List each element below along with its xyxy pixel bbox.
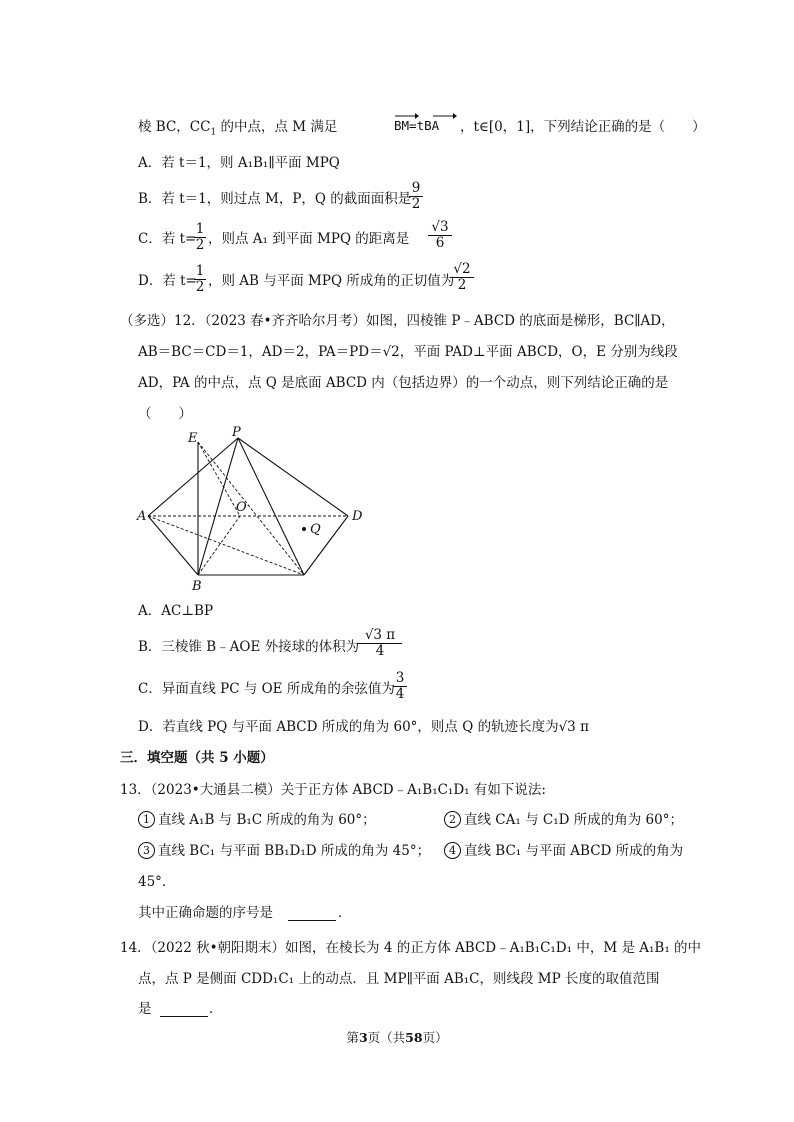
q13-statement-4-tail: 45°．	[138, 874, 176, 890]
q12-line1: （多选）12．（2023 春•齐齐哈尔月考）如图，四棱锥 P﹣ABCD 的底面是梯形，BC∥AD，	[120, 313, 675, 329]
q13-answer-blank[interactable]	[288, 904, 336, 921]
label-o: O	[236, 500, 247, 515]
fraction-numerator: 9	[411, 180, 421, 196]
vector-equation	[394, 118, 439, 133]
fraction-numerator: √3	[431, 219, 449, 235]
q13-statement-3-text: 直线 BC₁ 与平面 BB₁D₁D 所成的角为 45°；	[158, 843, 431, 859]
q14-period: ．	[209, 1001, 223, 1017]
q13-statement-3	[138, 842, 430, 860]
circled-number-4: 4	[444, 842, 461, 859]
q13-statement-2-text: 直线 CA₁ 与 C₁D 所成的角为 60°；	[464, 812, 683, 828]
q14-answer-blank[interactable]	[160, 1000, 208, 1017]
q11-option-d-t-fraction	[194, 264, 206, 295]
fraction-denominator: 2	[195, 237, 205, 253]
q11-line1-b: 的中点，点 M 满足	[220, 119, 338, 135]
q13-line1: 13．（2023•大通县二模）关于正方体 ABCD﹣A₁B₁C₁D₁ 有如下说法:	[120, 782, 546, 798]
fraction-denominator: 4	[393, 686, 407, 702]
footer-post: 页）	[422, 1030, 448, 1045]
point-q-dot	[302, 527, 306, 531]
fraction-numerator: 1	[195, 263, 205, 279]
fraction-numerator: 3	[395, 670, 405, 686]
q11-option-c-text: ，则点 A₁ 到平面 MPQ 的距离是	[208, 231, 410, 247]
label-a: A	[137, 509, 147, 524]
label-q: Q	[310, 522, 321, 537]
q14-line2: 点，点 P 是侧面 CDD₁C₁ 上的动点．且 MP∥平面 AB₁C，则线段 MP 长度的取值范围	[138, 971, 660, 987]
label-d: D	[352, 509, 363, 524]
footer-mid: 页（共	[367, 1030, 406, 1045]
label-b: B	[192, 579, 202, 594]
q11-line1: 棱 BC，$CC_1$ 的中点，点 M 满足	[138, 119, 338, 138]
fraction-denominator: 6	[428, 235, 452, 251]
fraction-denominator: 2	[450, 277, 474, 293]
label-p: P	[232, 425, 241, 440]
q11-option-c-pre: C．若 t=	[138, 231, 197, 247]
page-footer	[0, 1028, 794, 1046]
vector-equation-text: BM=tBA	[394, 118, 440, 133]
fraction-numerator: √2	[453, 261, 471, 277]
q13-statement-4	[444, 842, 683, 860]
circled-number-3: 3	[138, 842, 155, 859]
fraction-denominator: 2	[195, 279, 205, 295]
q12-option-c-fraction	[393, 671, 407, 702]
q13-statement-4-text: 直线 BC₁ 与平面 ABCD 所成的角为	[464, 843, 684, 859]
q13-question: 其中正确命题的序号是	[138, 905, 273, 921]
q12-option-b-fraction	[358, 628, 402, 659]
q11-option-d-fraction	[450, 262, 474, 293]
q13-statement-1	[138, 811, 376, 829]
q11-option-a: A．若 t＝1，则 A₁B₁∥平面 MPQ	[138, 155, 340, 171]
q12-option-c: C．异面直线 PC 与 OE 所成角的余弦值为	[138, 681, 395, 697]
fraction-denominator: 4	[358, 643, 402, 659]
q13-period: ．	[338, 905, 352, 921]
q11-line1-a: 棱 BC，CC	[138, 119, 211, 135]
fraction-denominator: 2	[409, 196, 423, 212]
q12-line4: （ ）	[138, 406, 192, 422]
footer-total-pages: 58	[405, 1030, 423, 1045]
q13-statement-1-text: 直线 A₁B 与 B₁C 所成的角为 60°；	[158, 812, 376, 828]
q14-line3: 是	[138, 1001, 152, 1017]
q11-option-d-text: ，则 AB 与平面 MPQ 所成角的正切值为	[208, 273, 455, 289]
fraction-numerator: √3 π	[364, 627, 396, 643]
q11-option-c-fraction	[428, 220, 452, 251]
q11-option-c-t-fraction	[194, 222, 206, 253]
footer-page-number: 3	[358, 1030, 368, 1045]
q12-line3: AD，PA 的中点，点 Q 是底面 ABCD 内（包括边界）的一个动点，则下列结论正确的是	[138, 375, 669, 391]
q11-option-b-fraction	[409, 181, 423, 212]
q14-line1: 14．（2022 秋•朝阳期末）如图，在棱长为 4 的正方体 ABCD﹣A₁B₁C₁D₁ 中，M 是 A₁B₁ 的中	[120, 940, 702, 956]
fraction-numerator: 1	[195, 221, 205, 237]
vector-arrows	[394, 110, 458, 120]
q11-option-b: B．若 t＝1，则过点 M，P，Q 的截面面积是	[138, 191, 412, 207]
q12-option-d: D．若直线 PQ 与平面 ABCD 所成的角为 60°，则点 Q 的轨迹长度为√3 π	[138, 719, 589, 735]
footer-pre: 第	[346, 1030, 359, 1045]
circled-number-2: 2	[444, 811, 461, 828]
q13-statement-2	[444, 811, 683, 829]
q11-option-d-pre: D．若 t=	[138, 273, 197, 289]
q11-line1-c: ，t∈[0，1]，下列结论正确的是（ ）	[460, 119, 706, 135]
q12-option-a: A．AC⊥BP	[138, 603, 214, 619]
section-heading: 三．填空题（共 5 小题）	[120, 750, 274, 766]
q12-option-b: B．三棱锥 B﹣AOE 外接球的体积为	[138, 639, 360, 655]
circled-number-1: 1	[138, 811, 155, 828]
pyramid-diagram	[130, 425, 370, 595]
label-e: E	[188, 431, 198, 446]
q12-line2: AB＝BC＝CD＝1，AD＝2，PA＝PD＝√2，平面 PAD⊥平面 ABCD，O，E 分别为线段	[138, 344, 678, 360]
